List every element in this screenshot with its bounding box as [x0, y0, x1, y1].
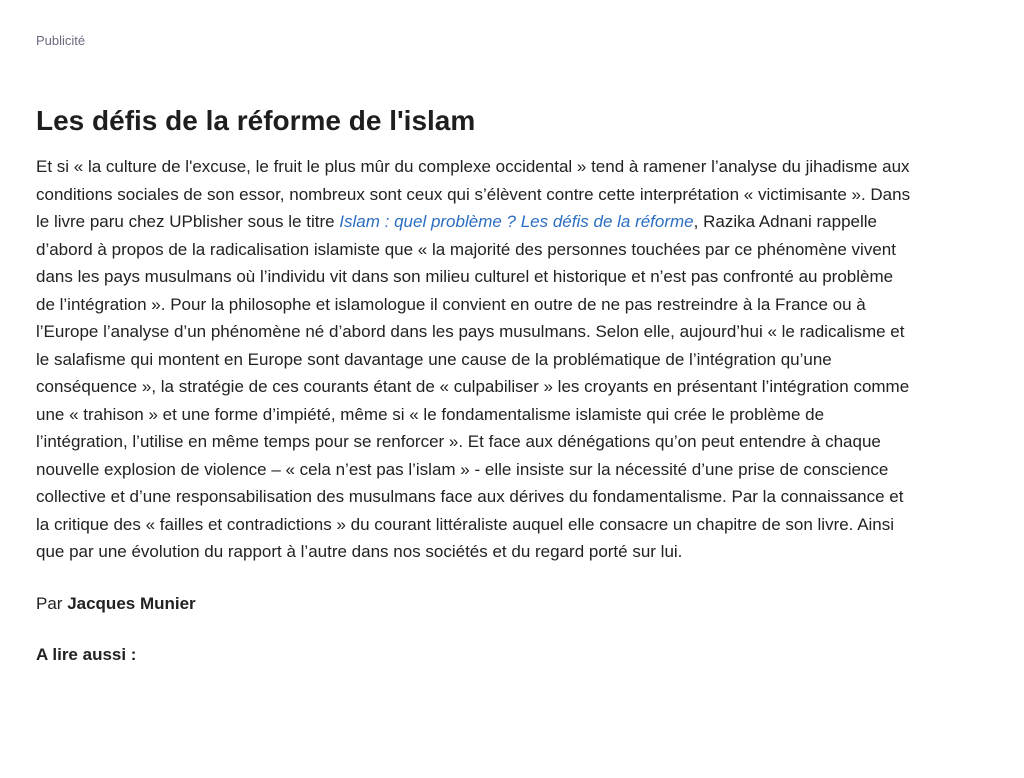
byline-prefix: Par: [36, 593, 68, 613]
paragraph-text-after-link: , Razika Adnani rappelle d’abord à propos de la radicalisation islamiste que « la majorité des personnes touchées par ce phénomène vivent dans les pays musulmans où l’individu vit dans son milieu culturel et historique et n’est pas confronté au problème de l’intégration ». Pour la philosophe et islamologue il convient en outre de ne pas restreindre à la France ou à l’Europe l’analyse d’un phénomène né d’abord dans les pays musulmans. Selon elle, aujourd’hui « le radicalisme et le salafisme qui montent en Europe sont davantage une cause de la problématique de l’intégration qu’une conséquence », la stratégie de ces courants étant de « culpabiliser » les croyants en présentant l’intégration comme une « trahison » et une forme d’impiété, même si « le fondamentalisme islamiste qui crée le problème de l’intégration, l’utilise en même temps pour se renforcer ». Et face aux dénégations qu’on peut entendre à chaque nouvelle explosion de violence – « cela n’est pas l’islam » - elle insiste sur la nécessité d’une prise de conscience collective et d’une responsabilisation des musulmans face aux dérives du fondamentalisme. Par la connaissance et la critique des « failles et contradictions » du courant littéraliste auquel elle consacre un chapitre de son livre. Ainsi que par une évolution du rapport à l’autre dans nos sociétés et du regard porté sur lui.: [36, 212, 910, 561]
byline: [36, 590, 916, 617]
paragraph-text-before-link: Et si « la culture de l'excuse, le fruit le plus mûr du complexe occidental » tend à ramener l’analyse du jihadisme aux conditions sociales de son essor, nombreux sont ceux qui s’élèvent contre cette interprétation « victimisante ». Dans le livre paru chez UPblisher sous le titre: [36, 157, 911, 231]
author-name: Jacques Munier: [67, 593, 196, 613]
advertisement-label: Publicité: [36, 33, 86, 48]
article: [36, 100, 916, 668]
book-title-link[interactable]: Islam : quel problème ? Les défis de la réforme: [339, 212, 694, 231]
article-title: Les défis de la réforme de l'islam: [36, 105, 476, 136]
article-paragraph: [36, 153, 916, 566]
read-also-heading: A lire aussi :: [36, 644, 137, 664]
